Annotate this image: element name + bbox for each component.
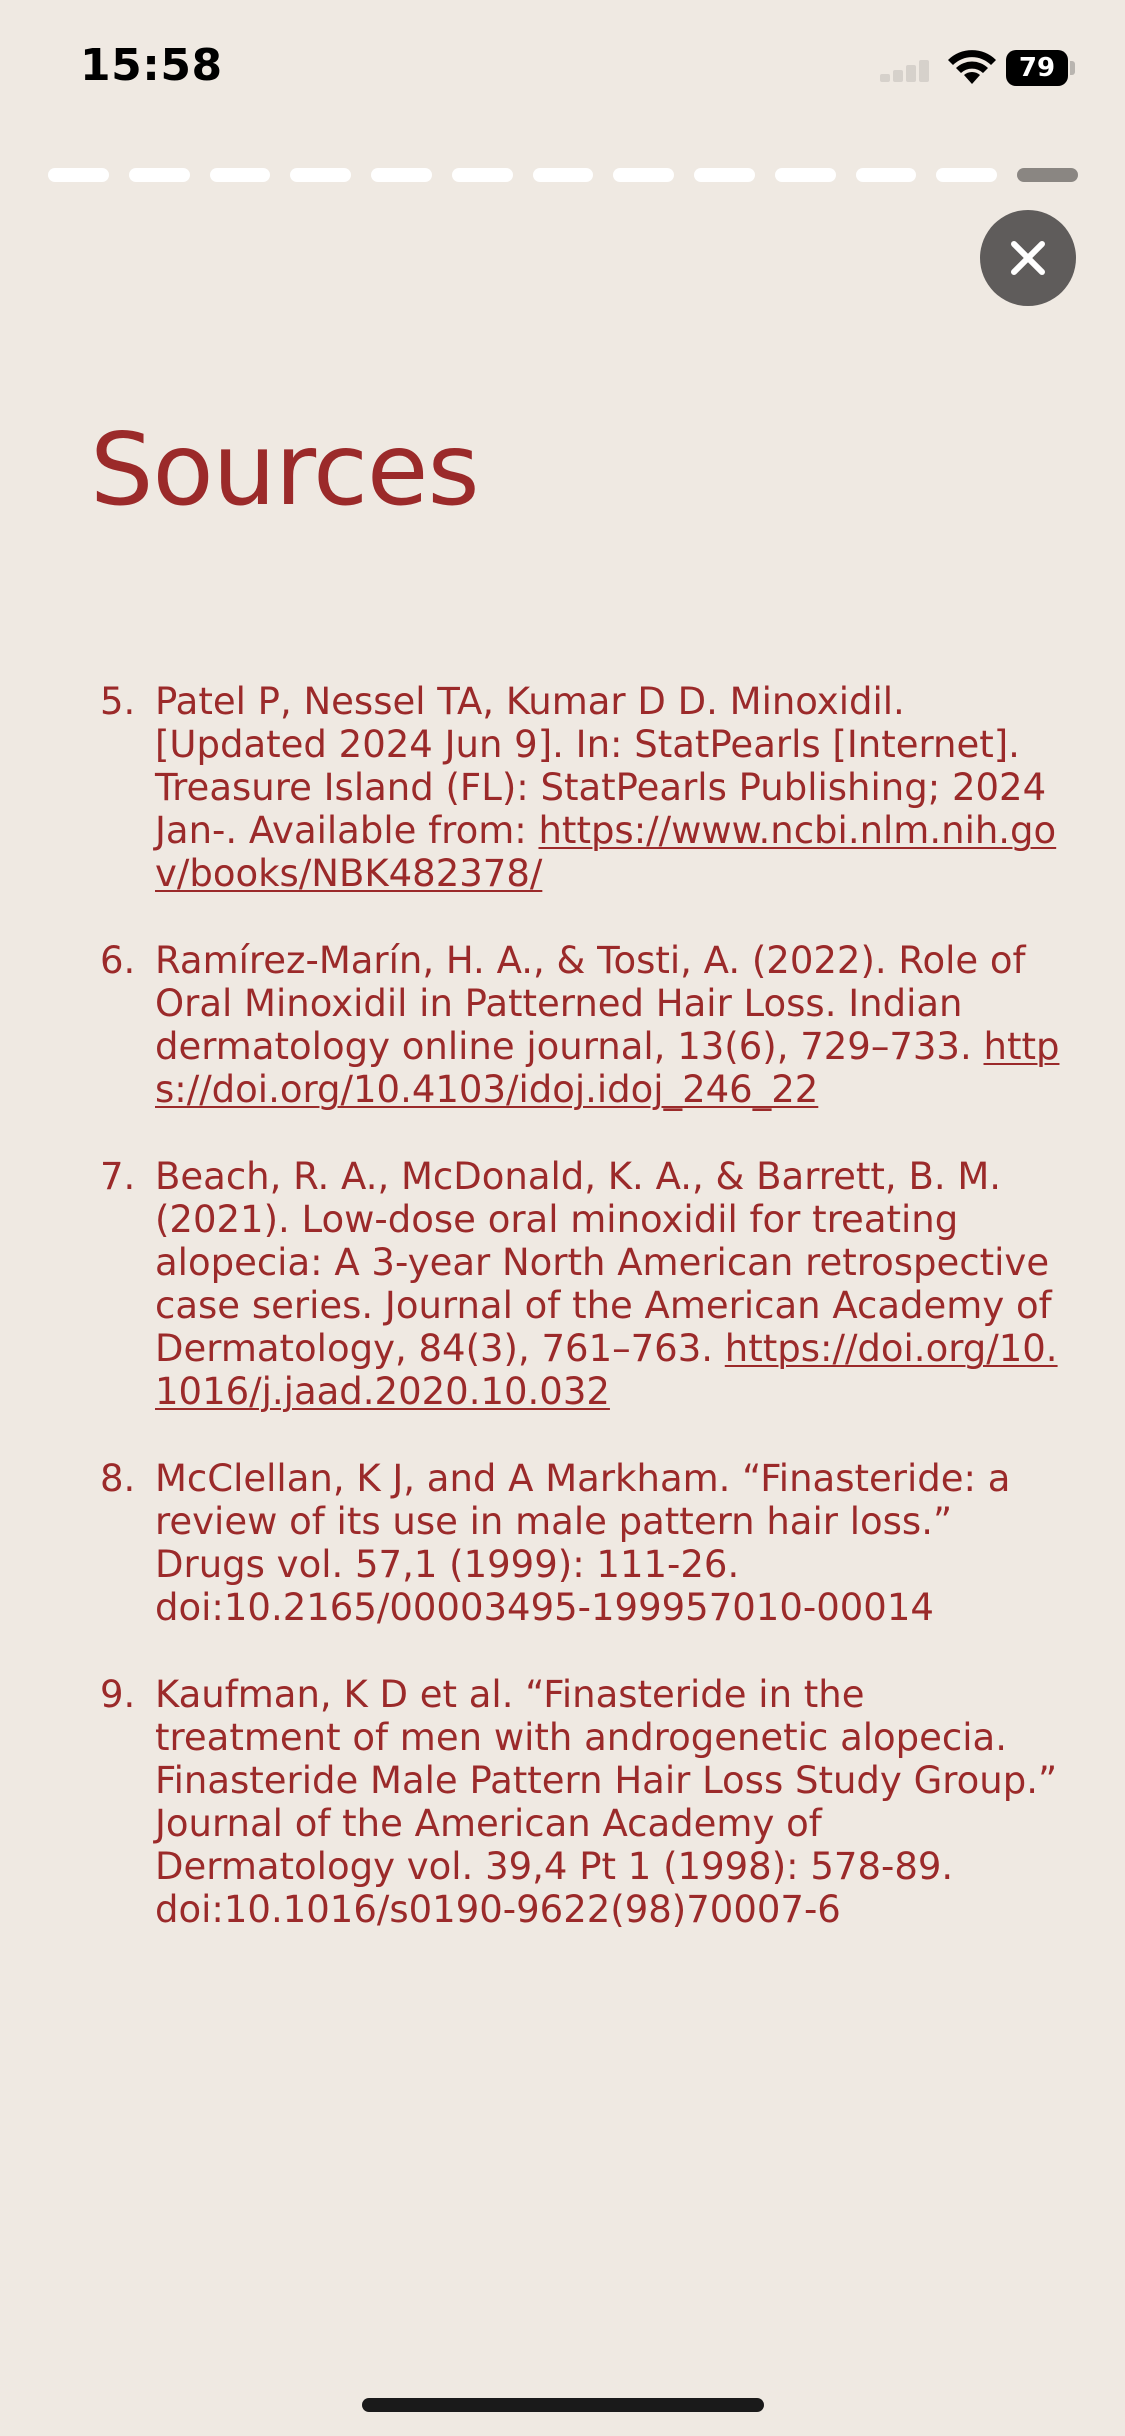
- source-text: Ramírez-Marín, H. A., & Tosti, A. (2022). Role of Oral Minoxidil in Patterned Hair Loss. Indian dermatology online journal, 13(6), 729–733.: [155, 939, 1026, 1068]
- status-time: 15:58: [80, 40, 223, 91]
- home-indicator[interactable]: [362, 2398, 764, 2412]
- progress-segment: [936, 168, 997, 182]
- source-item: [100, 680, 1060, 895]
- progress-segment: [290, 168, 351, 182]
- source-item: [100, 1155, 1060, 1413]
- source-number: 5.: [100, 680, 136, 723]
- source-number: 7.: [100, 1155, 136, 1198]
- close-button[interactable]: [980, 210, 1076, 306]
- source-text: Patel P, Nessel TA, Kumar D D. Minoxidil. [Updated 2024 Jun 9]. In: StatPearls [Internet]. Treasure Island (FL): StatPearls Publishing; 2024 Jan-. Available from:: [155, 680, 1047, 852]
- source-number: 8.: [100, 1457, 136, 1500]
- source-link[interactable]: https://doi.org/10.1016/j.jaad.2020.10.032: [155, 1327, 1058, 1413]
- page-title: Sources: [90, 411, 479, 528]
- source-item: [100, 939, 1060, 1111]
- wifi-icon: [948, 50, 996, 86]
- progress-segment: [210, 168, 271, 182]
- close-icon: [1008, 238, 1048, 278]
- source-item: [100, 1457, 1060, 1629]
- progress-segment: [694, 168, 755, 182]
- progress-segment: [371, 168, 432, 182]
- progress-segment: [856, 168, 917, 182]
- progress-segment: [775, 168, 836, 182]
- source-link[interactable]: https://doi.org/10.4103/idoj.idoj_246_22: [155, 1025, 1060, 1111]
- progress-segment: [533, 168, 594, 182]
- progress-segment: [48, 168, 109, 182]
- battery-icon: [1006, 50, 1074, 86]
- source-item: [100, 1673, 1060, 1931]
- story-progress-bar: [48, 168, 1078, 184]
- source-text: Beach, R. A., McDonald, K. A., & Barrett, B. M. (2021). Low-dose oral minoxidil for treating alopecia: A 3-year North American retrospective case series. Journal of the American Academy of Dermatology, 84(3), 761–763.: [155, 1155, 1052, 1370]
- source-number: 9.: [100, 1673, 136, 1716]
- cellular-signal-icon: [880, 58, 932, 82]
- progress-segment: [613, 168, 674, 182]
- sources-list: [100, 680, 1060, 1975]
- status-bar: [0, 0, 1125, 120]
- progress-segment: [452, 168, 513, 182]
- source-number: 6.: [100, 939, 136, 982]
- source-text: McClellan, K J, and A Markham. “Finasteride: a review of its use in male pattern hair loss.” Drugs vol. 57,1 (1999): 111-26. doi:10.2165/00003495-199957010-00014: [155, 1457, 1011, 1629]
- progress-segment: [129, 168, 190, 182]
- battery-level: 79: [1006, 50, 1068, 86]
- source-link[interactable]: https://www.ncbi.nlm.nih.gov/books/NBK482378/: [155, 809, 1057, 895]
- source-text: Kaufman, K D et al. “Finasteride in the treatment of men with androgenetic alopecia. Finasteride Male Pattern Hair Loss Study Group.” Journal of the American Academy of Dermatology vol. 39,4 Pt 1 (1998): 578-89. doi:10.1016/s0190-9622(98)70007-6: [155, 1673, 1058, 1931]
- progress-segment: [1017, 168, 1078, 182]
